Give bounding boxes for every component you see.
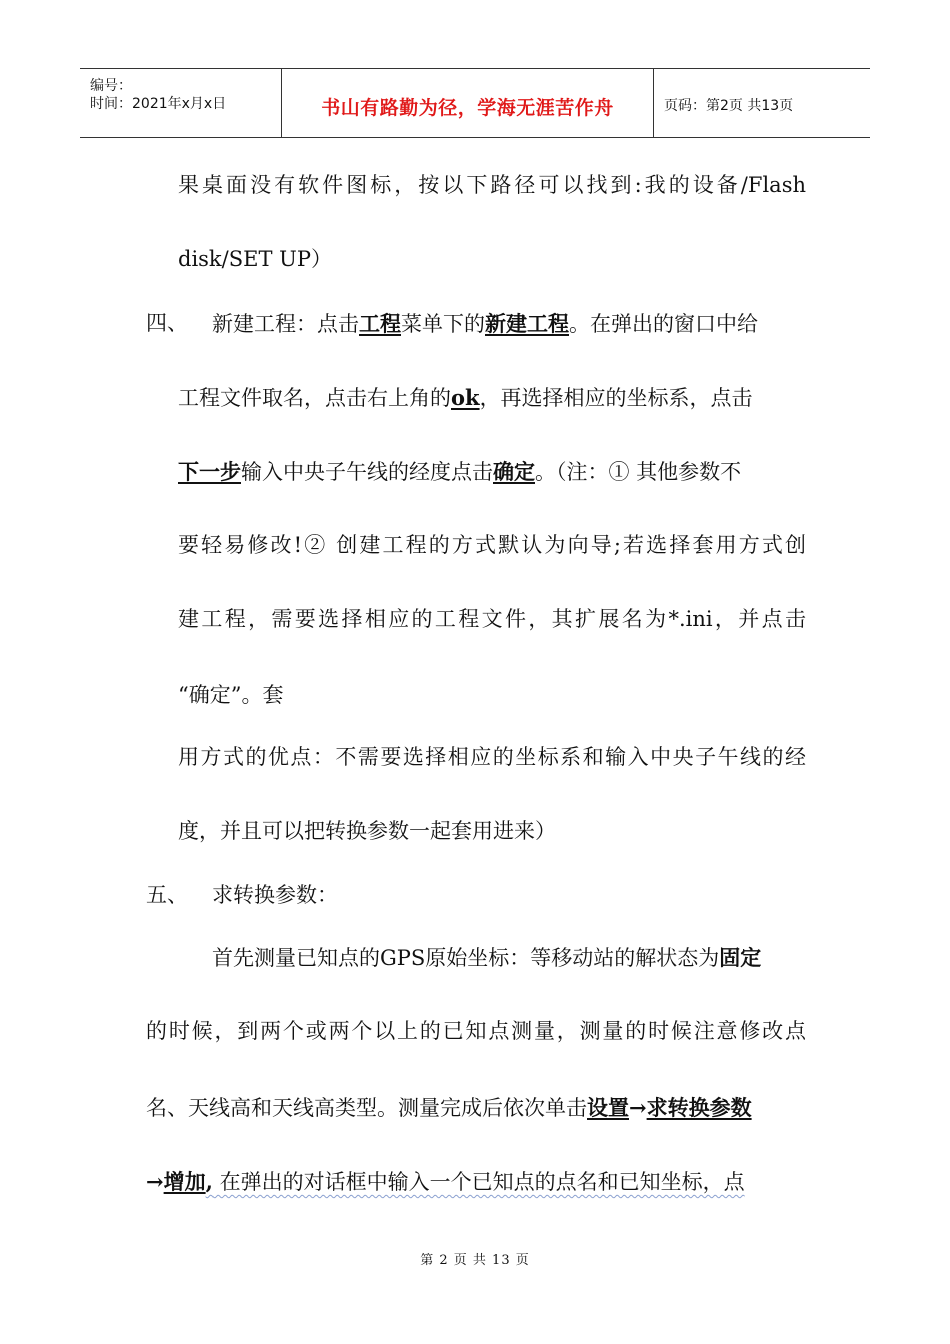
text-segment: 菜单下的 [401,312,485,336]
text-line-14 [146,1097,806,1119]
section-four-heading [212,313,806,335]
arrow-icon: → [629,1095,647,1120]
section-five-heading: 求转换参数： [212,883,338,907]
text-line-9: 用方式的优点：不需要选择相应的坐标系和输入中央子午线的经 [178,745,806,769]
header-meta [80,69,282,137]
document-header [80,68,870,138]
text-line-10: 度，并且可以把转换参数一起套用进来） [178,819,556,843]
text-segment: 。（注：① 其他参数不 [535,460,742,484]
number-label: 编号： [90,78,132,94]
text-segment: 新建工程：点击 [212,312,359,336]
text-line-2: disk/SET UP） [178,247,332,271]
calc-params-keyword: 求转换参数 [646,1095,752,1120]
menu-link-new-project: 新建工程 [485,311,569,336]
text-line-1: 果桌面没有软件图标，按以下路径可以找到:我的设备/Flash [178,173,806,197]
text-segment: 名、天线高和天线高类型。测量完成后依次单击 [146,1096,587,1120]
confirm-keyword: 确定 [493,459,535,484]
text-segment: 工程文件取名，点击右上角的 [178,386,451,410]
next-step-keyword: 下一步 [178,459,241,484]
text-segment: 输入中央子午线的经度点击 [241,460,493,484]
text-line-8: “确定”。套 [178,683,284,707]
text-segment: 在弹出的对话框中输入一个已知点的点名和已知坐标，点 [212,1170,745,1194]
add-keyword: 增加 [163,1169,206,1194]
text-line-12 [212,947,806,969]
comma-mark: , [205,1169,213,1194]
header-motto: 书山有路勤为径，学海无涯苦作舟 [321,97,614,119]
text-segment: 。在弹出的窗口中给 [569,312,758,336]
text-segment: ，再选择相应的坐标系，点击 [479,386,753,410]
arrow-icon: → [146,1169,164,1194]
text-line-15 [146,1171,806,1193]
section-four-marker: 四、 [146,311,188,335]
text-line-4 [178,387,806,409]
text-line-13: 的时候，到两个或两个以上的已知点测量，测量的时候注意修改点 [146,1019,806,1043]
header-motto-cell [282,69,654,137]
fixed-keyword: 固定 [719,945,762,970]
menu-link-project: 工程 [359,311,401,336]
section-five-marker: 五、 [146,883,188,907]
time-label: 时间：2021年x月x日 [90,96,227,112]
header-page-info: 页码：第2页 共13页 [664,98,794,114]
text-line-5 [178,461,806,483]
page-footer: 第 2 页 共 13 页 [420,1253,530,1268]
settings-keyword: 设置 [587,1095,629,1120]
text-line-6: 要轻易修改!② 创建工程的方式默认为向导;若选择套用方式创 [178,533,806,557]
ok-keyword: ok [451,385,480,410]
text-segment: 首先测量已知点的GPS原始坐标：等移动站的解状态为 [212,946,720,970]
header-page-cell [654,69,870,137]
text-line-7: 建工程，需要选择相应的工程文件，其扩展名为*.ini，并点击 [178,607,806,631]
